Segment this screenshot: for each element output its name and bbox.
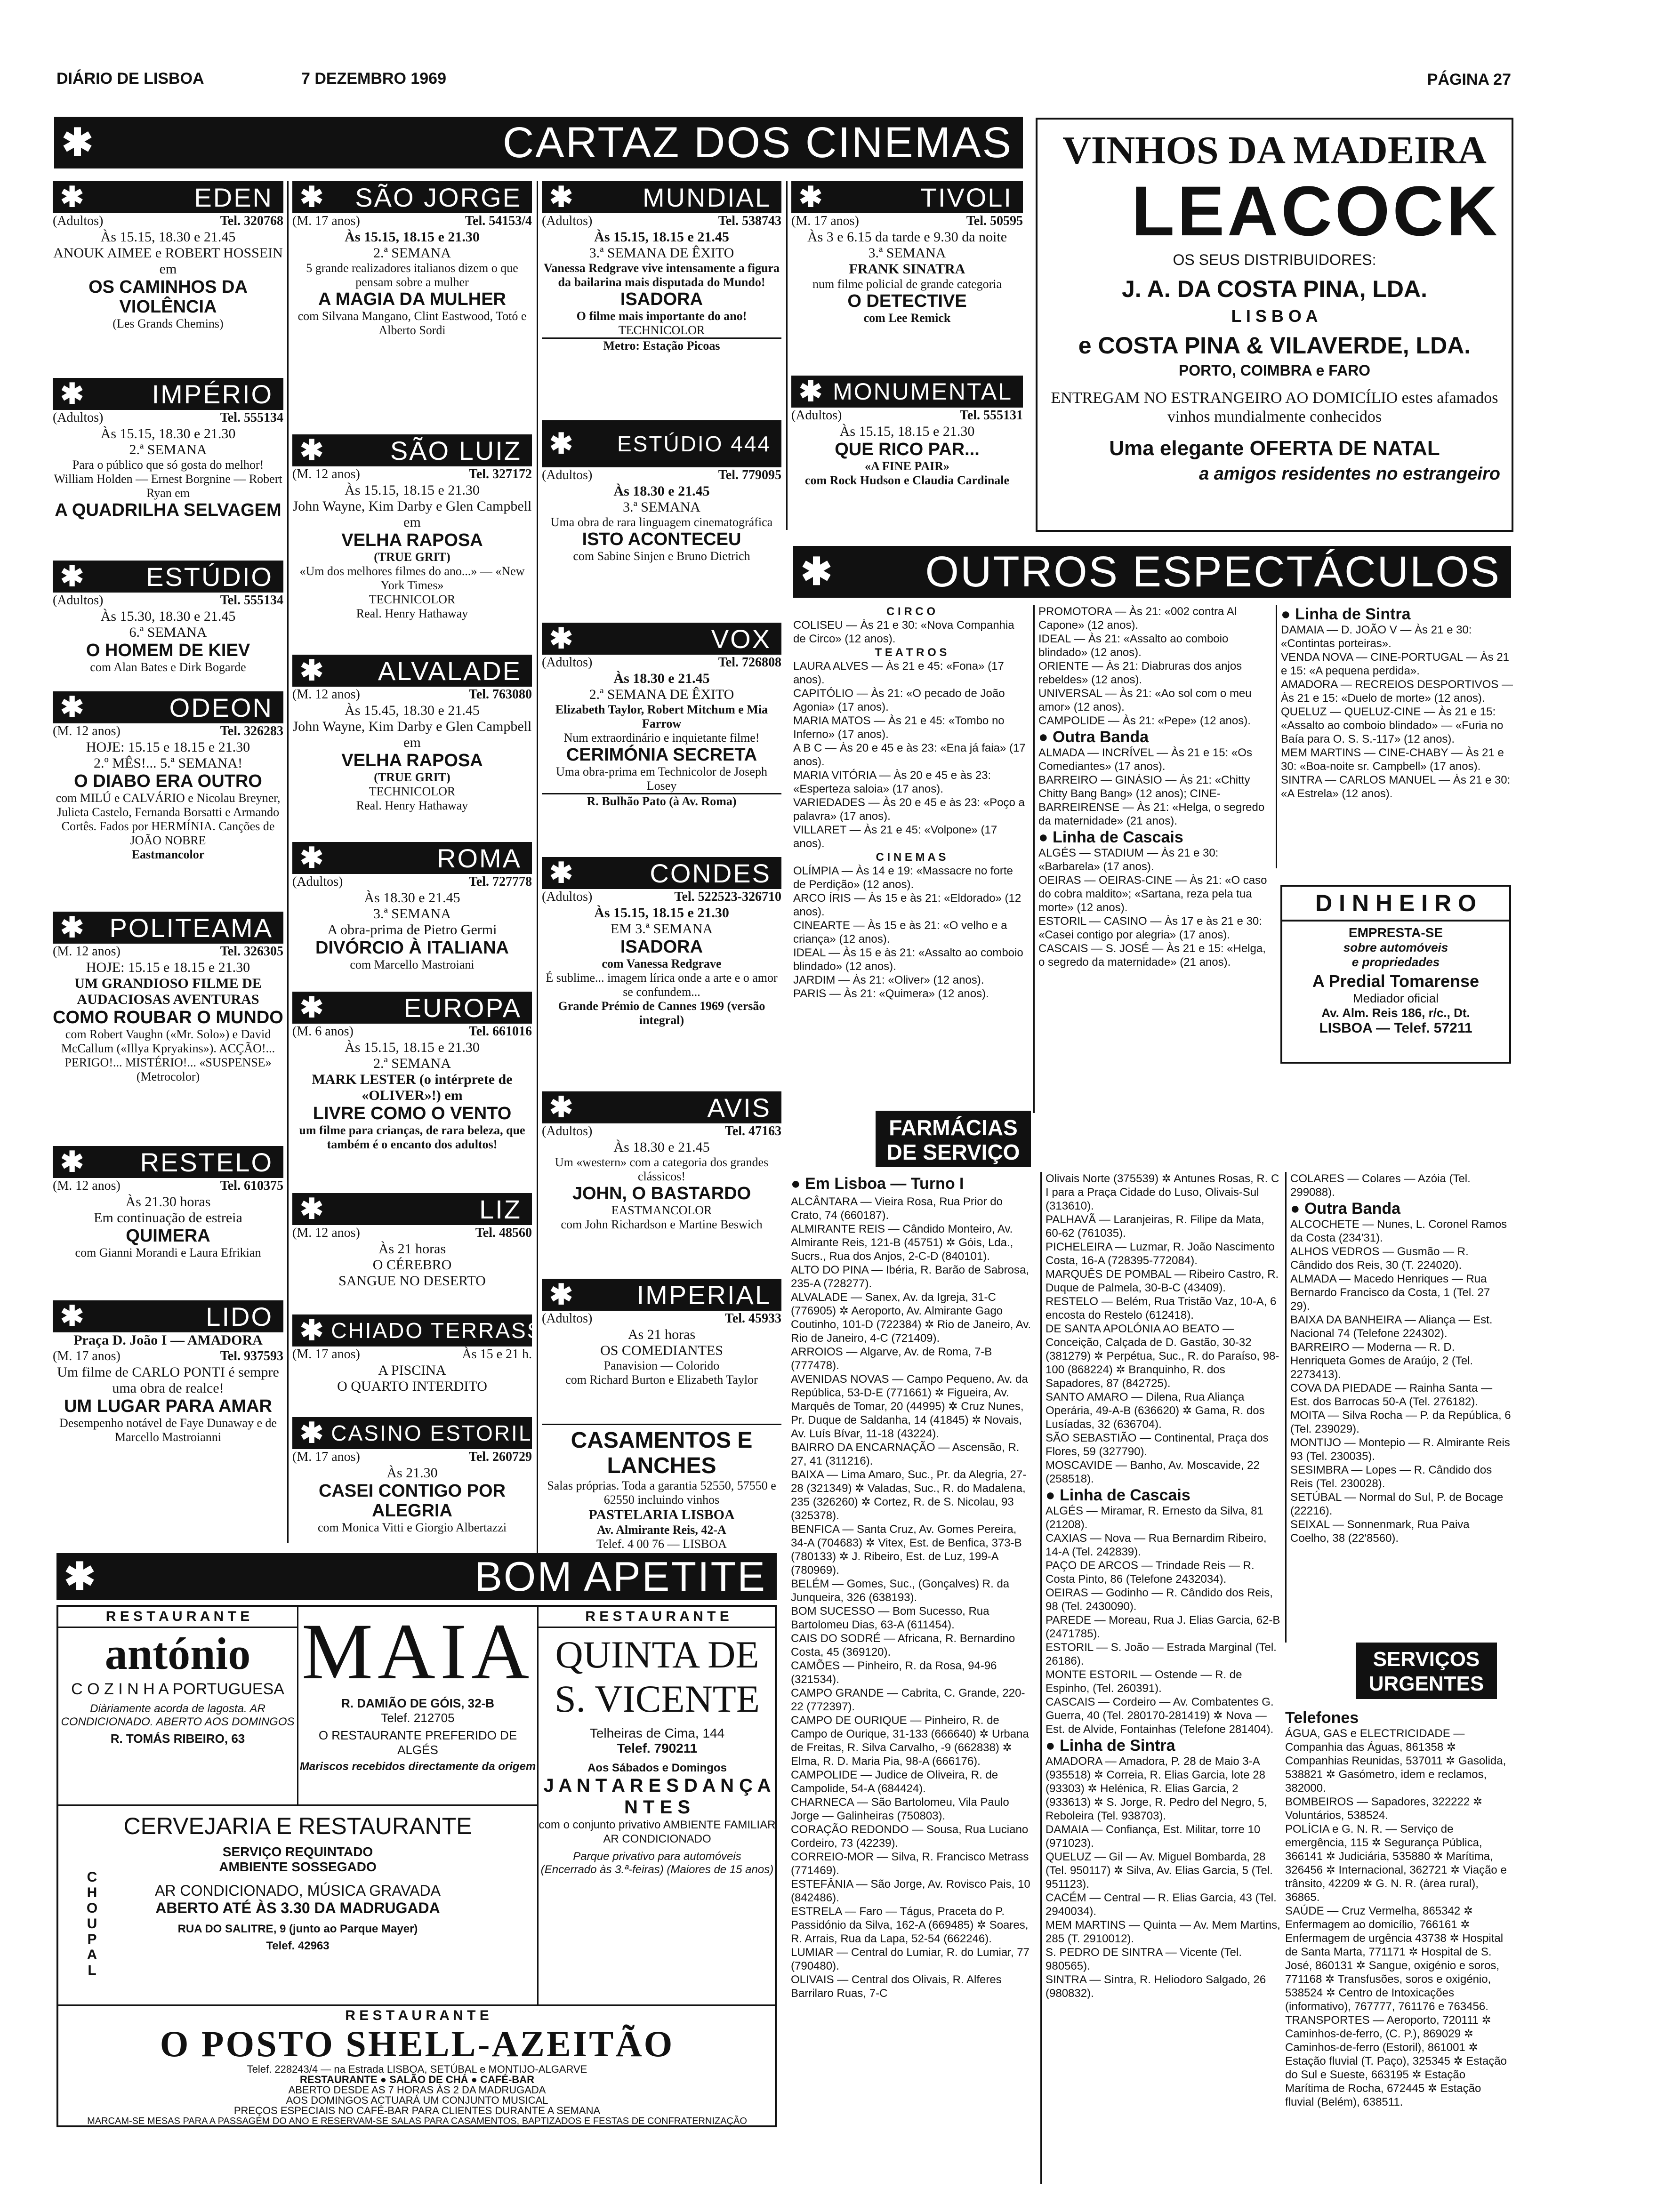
pharmacy-item: MONTE ESTORIL — Ostende — R. de Espinho, (Tel. 260391).: [1046, 1668, 1242, 1695]
casamentos-ad: CASAMENTOS E LANCHES Salas próprias. Toda a garantia 52550, 57550 e 62550 incluindo vinhos PASTELARIA LISBOA Av. Almirante Reis, 42-A Telef. 4 00 76 — LISBOA: [542, 1424, 781, 1583]
pharmacy-item: BAIRRO DA ENCARNAÇÃO — Ascensão, R. 27, 41 (311216).: [791, 1441, 1020, 1467]
outros-column-c: [1276, 605, 1513, 868]
pharmacy-item: RESTELO — Belém, Rua Tristão Vaz, 10-A, 6 encosta do Restelo (612418).: [1046, 1295, 1277, 1322]
pharmacy-item: BARREIRO — Moderna — R. D. Henriqueta Gomes de Araújo, 2 (Tel. 2273413).: [1290, 1341, 1473, 1381]
restaurant-text: (Encerrado às 3.ª-feiras) (Maiores de 15 anos): [540, 1863, 774, 1876]
cinema-item: ALMADA — INCRÍVEL — Às 21 e 15: «Os Comediantes» (17 anos).: [1038, 746, 1252, 773]
pharmacy-item: CORREIO-MOR — Silva, R. Francisco Metrass (771469).: [791, 1851, 1029, 1877]
farmacias-column-1: [791, 1172, 1036, 2207]
pharmacy-item: MOSCAVIDE — Banho, Av. Moscavide, 22 (258518).: [1046, 1459, 1260, 1485]
cinema-item: DAMAIA — D. JOÃO V — Às 21 e 30: «Contintas porteiras».: [1281, 624, 1472, 650]
service-item: SAÚDE — Cruz Vermelha, 865342 ✲ Enfermagem ao domicílio, 766161 ✲ Enfermagem de urgência 43738 ✲ Hospital de Santa Marta, 771171 ✲ Hospital de S. José, 860131 ✲ Sangue, oxigénio e soros, 771168 ✲ Transfusões, soros e oxigénio, 538524 ✲ Centro de Intoxicações (informativo), 767777, 761176 e 763456.: [1285, 1905, 1504, 2013]
pharmacy-item: SEIXAL — Sonnenmark, Rua Paiva Coelho, 38 (22'8560).: [1290, 1518, 1470, 1545]
cinema-header-politeama: ✱ POLITEAMA: [53, 912, 283, 944]
restaurant-address: R. TOMÁS RIBEIRO, 63: [110, 1731, 245, 1746]
teatro-item: A B C — Às 20 e 45 e às 23: «Ena já faia» (17 anos).: [793, 742, 1026, 768]
restaurant-text: RESTAURANTE ● SALÃO DE CHÁ ● CAFÉ-BAR: [300, 2074, 534, 2085]
dinheiro-line: Av. Alm. Reis 186, r/c., Dt.: [1321, 1006, 1470, 1020]
leacock-sub: OS SEUS DISTRIBUIDORES:: [1173, 251, 1376, 268]
cinema-column-2: [287, 181, 559, 1543]
cinema-item: BARREIRO — GINÁSIO — Às 21: «Chitty Chitty Bang Bang» (12 anos); CINE-BARREIRENSE — Às 21: «Helga, o segredo da maternidade» (21 anos).: [1038, 774, 1265, 827]
restaurant-label: R E S T A U R A N T E: [345, 2008, 489, 2023]
restaurant-shell: [58, 2004, 776, 2126]
listing-mundial: (Adultos) Tel. 538743 Às 15.15, 18.15 e 21.45 3.ª SEMANA DE ÊXITO Vanessa Redgrave vive intensamente a figura da bailarina mais disputada do Mundo! ISADORA O filme mais importante do ano! TECHNICOLOR Metro: Estação Picoas: [542, 214, 781, 353]
pharmacy-item: BENFICA — Santa Cruz, Av. Gomes Pereira, 34-A (704683) ✲ Vitex, Est. de Benfica, 373-B (780133) ✲ J. Ribeiro, Est. de Luz, 199-A (780969).: [791, 1523, 1022, 1577]
newspaper-date: 7 DEZEMBRO 1969: [301, 70, 446, 88]
restaurant-text: MARCAM-SE MESAS PARA A PASSAGEM DO ANO E RESERVAM-SE SALAS PARA CASAMENTOS, BAPTIZADOS E FESTAS DE CONFRATERNIZAÇÃO: [87, 2116, 747, 2126]
cinema-header-casino-estoril: ✱ CASINO ESTORIL: [292, 1417, 532, 1449]
restaurant-phone: Telef. 790211: [617, 1741, 698, 1755]
pharmacy-item: SINTRA — Sintra, R. Heliodoro Salgado, 26 (980832).: [1046, 1973, 1266, 2000]
restaurant-text: AOS DOMINGOS ACTUARÁ UM CONJUNTO MUSICAL: [286, 2094, 548, 2106]
cinema-header-tivoli: ✱ TIVOLI: [791, 181, 1023, 213]
pharmacy-item: DE SANTA APOLÓNIA AO BEATO — Conceição, Calçada de D. Gastão, 30-32 (381279) ✲ Perpétua, Suc., R. do Paraíso, 98-100 (868224) ✲ Branquinho, R. dos Sapadores, 87 (842725).: [1046, 1322, 1279, 1390]
pharmacy-item: PALHAVÃ — Laranjeiras, R. Filipe da Mata, 60-62 (761035).: [1046, 1213, 1264, 1240]
leacock-ad: [1036, 118, 1513, 532]
dinheiro-line: Mediador oficial: [1352, 991, 1439, 1005]
listing-lido: Praça D. João I — AMADORA (M. 17 anos) Tel. 937593 Um filme de CARLO PONTI é sempre uma obra de realce! UM LUGAR PARA AMAR Desempenho notável de Faye Dunaway e de Marcello Mastroianni: [53, 1332, 283, 1444]
cinema-item: UNIVERSAL — Às 21: «Ao sol com o meu amor» (12 anos).: [1038, 687, 1252, 713]
pharmacy-item: CAIS DO SODRÉ — Africana, R. Bernardino Costa, 45 (369120).: [791, 1632, 1015, 1659]
listing-liz: (M. 12 anos) Tel. 48560 Às 21 horas O CÉREBRO SANGUE NO DESERTO: [292, 1226, 532, 1289]
pharmacy-item: ALTO DO PINA — Ibéria, R. Barão de Sabrosa, 235-A (728277).: [791, 1264, 1030, 1290]
listing-monumental: (Adultos) Tel. 555131 Às 15.15, 18.15 e 21.30 QUE RICO PAR... «A FINE PAIR» com Rock Hudson e Claudia Cardinale: [791, 408, 1023, 487]
restaurant-address: R. DAMIÃO DE GÓIS, 32-B: [341, 1696, 495, 1710]
dinheiro-line: sobre automóveis: [1343, 940, 1448, 954]
cinema-item: IDEAL — Às 21: «Assalto ao comboio blindado» (12 anos).: [1038, 633, 1229, 659]
listing-imperio: (Adultos) Tel. 555134 Às 15.15, 18.30 e 21.30 2.ª SEMANA Para o público que só gosta do melhor! William Holden — Ernest Borgnine — Robert Ryan em A QUADRILHA SELVAGEM: [53, 410, 283, 520]
linha-cascais-heading: ● Linha de Cascais: [1038, 828, 1183, 846]
teatro-item: VILLARET — Às 21 e 45: «Volpone» (17 anos).: [793, 824, 997, 850]
pharmacy-item: Olivais Norte (375539) ✲ Antunes Rosas, R. C I para a Praça Cidade do Luso, Olivais-Sul (313610).: [1046, 1172, 1279, 1212]
pharmacy-item: MOITA — Silva Rocha — P. da República, 6 (Tel. 239029).: [1290, 1409, 1511, 1435]
listing-roma: (Adultos) Tel. 727778 Às 18.30 e 21.45 3.ª SEMANA A obra-prima de Pietro Germi DIVÓRCIO À ITALIANA com Marcello Mastroiani: [292, 874, 532, 971]
cinema-item: ORIENTE — Às 21: Diabruras dos anjos rebeldes» (12 anos).: [1038, 660, 1242, 686]
pharmacy-item: BOM SUCESSO — Bom Sucesso, Rua Bartolomeu Dias, 63-A (611454).: [791, 1605, 989, 1631]
cinema-item: ESTORIL — CASINO — Às 17 e às 21 e 30: «Casei contigo por alegria» (17 anos).: [1038, 915, 1262, 941]
farmacias-list-1: [791, 1195, 1036, 2207]
restaurant-phone: Telef. 42963: [266, 1940, 330, 1952]
cinema-header-alvalade: ✱ ALVALADE: [292, 655, 532, 687]
restaurant-address: RUA DO SALITRE, 9 (junto ao Parque Mayer): [177, 1923, 418, 1935]
pharmacy-item: CAMPO GRANDE — Cabrita, C. Grande, 220-22 (772397).: [791, 1687, 1025, 1713]
pharmacy-item: CAMPOLIDE — Judice de Oliveira, R. de Campolide, 54-A (684424).: [791, 1769, 998, 1795]
restaurant-quinta: [539, 1607, 776, 2004]
service-item: BOMBEIROS — Sapadores, 322222 ✲ Voluntários, 538524.: [1285, 1795, 1482, 1822]
cinema-header-vox: ✱ VOX: [542, 623, 781, 655]
pharmacy-item: ALGÉS — Miramar, R. Ernesto da Silva, 81 (21208).: [1046, 1505, 1263, 1531]
bom-apetite-title: BOM APETITE: [475, 1553, 766, 1600]
restaurant-maia: [298, 1607, 539, 1804]
pharmacy-item: AVENIDAS NOVAS — Campo Pequeno, Av. da República, 53-D-E (771661) ✲ Figueira, Av. Marquês de Tomar, 20 (44995) ✲ Cruz Nunes, Pr. Duque de Saldanha, 14 (41845) ✲ Novais, Av. Luís Bívar, 11-18 (43224).: [791, 1373, 1028, 1440]
pharmacy-item: ALCOCHETE — Nunes, L. Coronel Ramos da Costa (234'31).: [1290, 1218, 1507, 1244]
restaurant-text: O RESTAURANTE PREFERIDO DE ALGÉS: [318, 1728, 517, 1757]
cinema-header-condes: ✱ CONDES: [542, 857, 781, 889]
restaurant-cervejaria: [58, 1804, 539, 2004]
restaurant-text: Telef. 228243/4 — na Estrada LISBOA, SETÚBAL e MONTIJO-ALGARVE: [247, 2063, 587, 2075]
restaurant-label: R E S T A U R A N T E: [539, 1607, 776, 1628]
asterisk-icon: ✱: [801, 551, 833, 593]
outros-banner: [793, 546, 1511, 598]
leacock-offer: Uma elegante OFERTA DE NATAL: [1109, 437, 1440, 460]
pharmacy-item: BAIXA — Lima Amaro, Suc., Pr. da Alegria, 27-28 (321349) ✲ Valadas, Suc., R. do Madalena, 235 (326260) ✲ Cortez, R. de S. Nicolau, 93 (325378).: [791, 1468, 1027, 1522]
restaurant-text: Diàriamente acorda de lagosta. AR CONDICIONADO. ABERTO AOS DOMINGOS: [61, 1702, 295, 1728]
pharmacy-item: AMADORA — Amadora, P. 28 de Maio 3-A (935518) ✲ Correia, R. Elias Garcia, lote 28 (93303) ✲ Helénica, R. Elias Garcia, 2 (933613) ✲ S. Jorge, R. Pedro del Negro, 5, Reboleira (Tel. 938703).: [1046, 1755, 1268, 1822]
restaurant-label: R E S T A U R A N T E: [58, 1607, 297, 1628]
restaurant-text: com o conjunto privativo AMBIENTE FAMILIAR AR CONDICIONADO: [539, 1819, 776, 1845]
cinema-item: CAMPOLIDE — Às 21: «Pepe» (12 anos).: [1038, 714, 1251, 727]
farmacias-title: FARMÁCIAS DE SERVIÇO: [876, 1111, 1031, 1167]
cinema-item: JARDIM — Às 21: «Oliver» (12 anos).: [793, 974, 984, 986]
pharmacy-item: PAÇO DE ARCOS — Trindade Reis — R. Costa Pinto, 86 (Telefone 2432034).: [1046, 1559, 1255, 1586]
pharmacy-item: ESTRELA — Faro — Tágus, Praceta do P. Passidónio da Silva, 162-A (669485) ✲ Soares, R. Arrais, Rua da Lapa, 52-54 (662246).: [791, 1905, 1029, 1945]
pharmacy-item: OLIVAIS — Central dos Olivais, R. Alferes Barrilaro Ruas, 7-C: [791, 1973, 1002, 2000]
pharmacy-item: QUELUZ — Gil — Av. Miguel Bombarda, 28 (Tel. 950117) ✲ Silva, Av. Elias Garcia, 5 (Tel. 951123).: [1046, 1851, 1273, 1891]
pharmacy-item: S. PEDRO DE SINTRA — Vicente (Tel. 980565).: [1046, 1946, 1242, 1972]
restaurant-text: AMBIENTE SOSSEGADO: [219, 1859, 377, 1874]
servicos-list: [1285, 1708, 1511, 2184]
linha-sintra-heading: ● Linha de Sintra: [1281, 605, 1411, 623]
farmacias-column-3: [1285, 1172, 1511, 1643]
listing-eden: (Adultos) Tel. 320768 Às 15.15, 18.30 e 21.45 ANOUK AIMEE e ROBERT HOSSEIN em OS CAMINHOS DA VIOLÊNCIA (Les Grands Chemins): [53, 214, 283, 330]
listing-chiado-terrasse: (M. 17 anos) Às 15 e 21 h. A PISCINA O QUARTO INTERDITO: [292, 1347, 532, 1394]
cinema-header-imperio: ✱ IMPÉRIO: [53, 378, 283, 410]
cinema-header-sao-jorge: ✱ SÃO JORGE: [292, 181, 532, 213]
cinema-header-restelo: ✱ RESTELO: [53, 1146, 283, 1178]
cinema-header-estudio: ✱ ESTÚDIO: [53, 561, 283, 593]
pharmacy-item: PAREDE — Moreau, Rua J. Elias Garcia, 62-B (2471785).: [1046, 1614, 1280, 1640]
listing-estudio-444: (Adultos) Tel. 779095 Às 18.30 e 21.45 3.ª SEMANA Uma obra de rara linguagem cinematográfica ISTO ACONTECEU com Sabine Sinjen e Bruno Dietrich: [542, 468, 781, 563]
cinema-item: PARIS — Às 21: «Quimera» (12 anos).: [793, 987, 989, 1000]
listing-restelo: (M. 12 anos) Tel. 610375 Às 21.30 horas Em continuação de estreia QUIMERA com Gianni Morandi e Laura Efrikian: [53, 1178, 283, 1259]
pharmacy-item: ALCÂNTARA — Vieira Rosa, Rua Prior do Crato, 74 (660187).: [791, 1195, 1003, 1222]
service-item: ÁGUA, GAS e ELECTRICIDADE — Companhia das Águas, 861358 ✲ Companhias Reunidas, 537011 ✲ Gasolida, 538821 ✲ Gasómetro, idem e reclamos, 382000.: [1285, 1727, 1506, 1795]
pharmacy-item: MONTIJO — Montepio — R. Almirante Reis 93 (Tel. 230035).: [1290, 1436, 1510, 1463]
teatro-item: MARIA MATOS — Às 21 e 45: «Tombo no Inferno» (17 anos).: [793, 714, 1005, 741]
restaurant-name: O POSTO SHELL-AZEITÃO: [160, 2023, 675, 2064]
cinema-item: OLÍMPIA — Às 14 e 19: «Massacre no forte de Perdição» (12 anos).: [793, 865, 1013, 891]
outros-column-b: [1033, 605, 1271, 1113]
leacock-distributor-2: e COSTA PINA & VILAVERDE, LDA.: [1078, 332, 1471, 359]
cinema-header-europa: ✱ EUROPA: [292, 992, 532, 1024]
cinema-header-roma: ✱ ROMA: [292, 842, 532, 874]
cinema-header-liz: ✱ LIZ: [292, 1193, 532, 1225]
pharmacy-item: SANTO AMARO — Dilena, Rua Aliança Operária, 49-A-B (636620) ✲ Gama, R. dos Lusíadas, 32 (636704).: [1046, 1391, 1265, 1431]
restaurant-antonio: [58, 1607, 298, 1804]
pharmacy-item: COVA DA PIEDADE — Rainha Santa — Est. dos Barrocas 50-A (Tel. 276182).: [1290, 1382, 1493, 1408]
cinemas-heading: C I N E M A S: [876, 851, 946, 864]
teatros-heading: T E A T R O S: [875, 646, 947, 659]
pharmacy-region-heading: ● Linha de Sintra: [1046, 1737, 1175, 1755]
cinema-header-imperial: ✱ IMPERIAL: [542, 1279, 781, 1311]
pharmacy-item: OEIRAS — Godinho — R. Cândido dos Reis, 98 (Tel. 2430090).: [1046, 1587, 1273, 1613]
service-item: POLÍCIA e G. N. R. — Serviço de emergência, 115 ✲ Segurança Pública, 366141 ✲ Judiciária, 535880 ✲ Marítima, 326456 ✲ Internacional, 362721 ✲ Viação e trânsito, 42209 ✲ G. N. R. (área rural), 36865.: [1285, 1823, 1507, 1904]
servicos-title: SERVIÇOS URGENTES: [1356, 1643, 1497, 1699]
pharmacy-item: SÃO SEBASTIÃO — Continental, Praça dos Flores, 59 (327790).: [1046, 1432, 1269, 1458]
pharmacy-item: MARQUÊS DE POMBAL — Ribeiro Castro, R. Duque de Palmela, 30-B-C (43409).: [1046, 1268, 1279, 1294]
newspaper-name: DIÁRIO DE LISBOA: [56, 70, 204, 88]
circo-item: COLISEU — Às 21 e 30: «Nova Companhia de Circo» (12 anos).: [793, 619, 1014, 645]
leacock-cities-2: PORTO, COIMBRA e FARO: [1178, 362, 1371, 379]
listing-sao-luiz: (M. 12 anos) Tel. 327172 Às 15.15, 18.15 e 21.30 John Wayne, Kim Darby e Glen Campbell em VELHA RAPOSA (TRUE GRIT) «Um dos melhores filmes do ano...» — «New York Times» TECHNICOLOR Real. Henry Hathaway: [292, 467, 532, 620]
pharmacy-item: CAXIAS — Nova — Rua Bernardim Ribeiro, 14-A (Tel. 242839).: [1046, 1532, 1267, 1558]
leacock-city: L I S B O A: [1231, 306, 1318, 326]
restaurant-text: J A N T A R E S D A N Ç A N T E S: [543, 1775, 771, 1818]
leacock-title: VINHOS DA MADEIRA: [1062, 128, 1487, 172]
listing-vox: (Adultos) Tel. 726808 Às 18.30 e 21.45 2.ª SEMANA DE ÊXITO Elizabeth Taylor, Robert Mitchum e Mia Farrow Num extraordinário e inquietante filme! CERIMÓNIA SECRETA Uma obra-prima em Technicolor de Joseph Losey R. Bulhão Pato (à Av. Roma): [542, 655, 781, 808]
restaurant-text: SERVIÇO REQUINTADO: [222, 1844, 373, 1859]
pharmacy-item: DAMAIA — Confiança, Est. Militar, torre 10 (971023).: [1046, 1823, 1261, 1850]
cinema-item: AMADORA — RECREIOS DESPORTIVOS — Às 21 e 15: «Duelo de morte» (12 anos).: [1281, 678, 1513, 705]
restaurant-name: CERVEJARIA E RESTAURANTE: [123, 1813, 472, 1839]
teatro-item: LAURA ALVES — Às 21 e 45: «Fona» (17 anos).: [793, 660, 1004, 686]
outra-banda-heading: ● Outra Banda: [1038, 728, 1149, 746]
cinema-item: OEIRAS — OEIRAS-CINE — Às 21: «O caso do cobra maldito»; «Sartana, reza pela tua morte» (12 anos).: [1038, 874, 1267, 914]
listing-casino-estoril: (M. 17 anos) Tel. 260729 Às 21.30 CASEI CONTIGO POR ALEGRIA com Monica Vitti e Giorgio Albertazzi: [292, 1450, 532, 1534]
pharmacy-item: ALHOS VEDROS — Gusmão — R. Cândido dos Reis, 30 (T. 224020).: [1290, 1245, 1469, 1272]
leacock-text: ENTREGAM NO ESTRANGEIRO AO DOMICÍLIO estes afamados vinhos mundialmente conhecidos: [1051, 389, 1498, 425]
cinema-item: ALGÉS — STADIUM — Às 21 e 30: «Barbarela» (17 anos).: [1038, 847, 1219, 873]
pharmacy-item: LUMIAR — Central do Lumiar, R. do Lumiar, 77 (790480).: [791, 1946, 1030, 1972]
restaurant-text: Mariscos recebidos directamente da origem: [299, 1760, 536, 1773]
pharmacy-item: ARROIOS — Algarve, Av. de Roma, 7-B (777478).: [791, 1346, 992, 1372]
leacock-offer-2: a amigos residentes no estrangeiro: [1199, 464, 1500, 484]
choupal-side-text: CHOUPAL: [84, 1869, 100, 1978]
cinema-item: MEM MARTINS — CINE-CHABY — Às 21 e 30: «Boa-noite sr. Campbell» (17 anos).: [1281, 746, 1504, 773]
cinema-column-4: [786, 181, 1023, 530]
cinema-header-sao-luiz: ✱ SÃO LUIZ: [292, 434, 532, 466]
cinema-header-mundial: ✱ MUNDIAL: [542, 181, 781, 213]
pharmacy-item: SESIMBRA — Lopes — R. Cândido dos Reis (Tel. 230028).: [1290, 1464, 1492, 1490]
asterisk-icon: ✱: [64, 1555, 96, 1597]
restaurant-text: Parque privativo para automóveis: [573, 1850, 741, 1863]
pharmacy-item: CACÉM — Central — R. Elias Garcia, 43 (Tel. 2940034).: [1046, 1891, 1277, 1918]
restaurants-panel: [56, 1605, 777, 2127]
cinema-item: CINEARTE — Às 15 e às 21: «O velho e a criança» (12 anos).: [793, 919, 1007, 946]
pharmacy-item: BAIXA DA BANHEIRA — Aliança — Est. Nacional 74 (Telefone 224302).: [1290, 1314, 1493, 1340]
turno-heading: ● Em Lisboa — Turno I: [791, 1175, 964, 1193]
cinema-item: CASCAIS — S. JOSÉ — Às 21 e 15: «Helga, o segredo da maternidade» (21 anos).: [1038, 942, 1266, 969]
leacock-brand: LEACOCK: [1131, 171, 1500, 250]
dinheiro-line: e propriedades: [1351, 955, 1440, 969]
cartaz-banner: [54, 117, 1023, 168]
pharmacy-item: SETÚBAL — Normal do Sul, P. de Bocage (22216).: [1290, 1491, 1504, 1517]
listing-avis: (Adultos) Tel. 47163 Às 18.30 e 21.45 Um «western» com a categoria dos grandes clássicos! JOHN, O BASTARDO EASTMANCOLOR com John Richardson e Martine Beswich: [542, 1124, 781, 1231]
farmacias-column-2: [1040, 1172, 1280, 2184]
asterisk-icon: ✱: [62, 121, 94, 163]
restaurant-phone: Telef. 212705: [381, 1711, 455, 1725]
dinheiro-line: A Predial Tomarense: [1312, 971, 1480, 991]
page-number: PÁGINA 27: [1427, 71, 1511, 88]
cinema-column-1: [53, 181, 283, 1474]
cinema-header-estudio-444: ✱ ESTÚDIO 444: [542, 420, 781, 467]
cinema-header-monumental: ✱ MONUMENTAL: [791, 376, 1023, 408]
listing-imperial: (Adultos) Tel. 45933 As 21 horas OS COMEDIANTES Panavision — Colorido com Richard Burton e Elizabeth Taylor: [542, 1311, 781, 1387]
service-item: TRANSPORTES — Aeroporto, 720111 ✲ Caminhos-de-ferro, (C. P.), 869029 ✲ Caminhos-de-ferro (Estoril), 861001 ✲ Estação fluvial (T. Paço), 325345 ✲ Estação do Sul e Sueste, 663195 ✲ Estação Marítima de Rocha, 672445 ✲ Estação fluvial (Belém), 638511.: [1285, 2014, 1507, 2108]
pharmacy-item: ALVALADE — Sanex, Av. da Igreja, 31-C (776905) ✲ Aeroporto, Av. Almirante Gago Coutinho, 101-D (722384) ✲ Rio de Janeiro, Av. Rio de Janeiro, 4-C (721409).: [791, 1291, 1031, 1345]
cinema-item: PROMOTORA — Às 21: «002 contra Al Capone» (12 anos).: [1038, 605, 1237, 632]
pharmacy-item: CHARNECA — São Bartolomeu, Vila Paulo Jorge — Galinheiras (750803).: [791, 1796, 1009, 1822]
pharmacy-item: CAMÕES — Pinheiro, R. da Rosa, 94-96 (321534).: [791, 1659, 997, 1686]
pharmacy-item: ALMIRANTE REIS — Cândido Monteiro, Av. Almirante Reis, 121-B (45751) ✲ Góis, Lda., Sucrs., Rua dos Anjos, 2-C-D (840101).: [791, 1223, 1014, 1263]
cinema-item: IDEAL — Às 15 e às 21: «Assalto ao comboio blindado» (12 anos).: [793, 946, 1023, 973]
listing-sao-jorge: (M. 17 anos) Tel. 54153/4 Às 15.15, 18.15 e 21.30 2.ª SEMANA 5 grande realizadores italianos dizem o que pensam sobre a mulher A MAGIA DA MULHER com Silvana Mangano, Clint Eastwood, Totó e Alberto Sordi: [292, 214, 532, 337]
cinema-header-chiado-terrasse: ✱ CHIADO TERRASSE: [292, 1314, 532, 1346]
cinema-item: VENDA NOVA — CINE-PORTUGAL — Às 21 e 15: «A pequena perdida».: [1281, 651, 1510, 677]
cinema-header-eden: ✱ EDEN: [53, 181, 283, 213]
restaurant-name: QUINTA DE S. VICENTE: [555, 1633, 760, 1720]
restaurant-text: ABERTO ATÉ ÀS 3.30 DA MADRUGADA: [155, 1899, 440, 1916]
restaurant-text: Aos Sábados e Domingos: [587, 1762, 727, 1774]
cinema-item: ARCO ÍRIS — Às 15 e às 21: «Eldorado» (12 anos).: [793, 892, 1022, 918]
outros-column-a: [793, 605, 1029, 1113]
teatro-item: MARIA VITÓRIA — Às 20 e 45 e às 23: «Esperteza saloia» (17 anos).: [793, 769, 991, 795]
dinheiro-title: D I N H E I R O: [1282, 887, 1509, 922]
outros-title: OUTROS ESPECTÁCULOS: [925, 547, 1501, 596]
circo-heading: C I R C O: [886, 605, 935, 618]
listing-odeon: (M. 12 anos) Tel. 326283 HOJE: 15.15 e 18.15 e 21.30 2.º MÊS!... 5.ª SEMANA! O DIABO ERA OUTRO com MILÚ e CALVÁRIO e Nicolau Breyner, Julieta Castelo, Fernanda Borsatti e Armando Cortês. Fados por HERMÍNIA. Canções de JOÃO NOBRE Eastmancolor: [53, 724, 283, 861]
restaurant-name: antónio: [105, 1628, 251, 1679]
cinema-header-lido: ✱ LIDO: [53, 1300, 283, 1332]
restaurant-name: MAIA: [301, 1607, 534, 1696]
listing-condes: (Adultos) Tel. 522523-326710 Às 15.15, 18.15 e 21.30 EM 3.ª SEMANA ISADORA com Vanessa Redgrave É sublime... imagem lírica onde a arte e o amor se confundem... Grande Prémio de Cannes 1969 (versão integral): [542, 890, 781, 1027]
cinema-item: QUELUZ — QUELUZ-CINE — Às 21 e 15: «Assalto ao comboio blindado» — «Furia no Baía para O. S. S.-117» (12 anos).: [1281, 705, 1504, 745]
bom-apetite-banner: [56, 1553, 777, 1600]
cinema-column-3: [537, 181, 781, 1583]
restaurant-address: Telheiras de Cima, 144: [589, 1726, 725, 1740]
pharmacy-item: CASCAIS — Cordeiro — Av. Combatentes G. Guerra, 40 (Tel. 280170-281419) ✲ Nova — Est. de Alvide, Fontainhas (Telefone 281404).: [1046, 1696, 1274, 1736]
leacock-distributor-1: J. A. DA COSTA PINA, LDA.: [1121, 276, 1428, 302]
dinheiro-line: LISBOA — Telef. 57211: [1319, 1020, 1472, 1036]
pharmacy-region-heading: ● Linha de Cascais: [1046, 1486, 1190, 1504]
pharmacy-region-heading: ● Outra Banda: [1290, 1200, 1401, 1218]
listing-politeama: (M. 12 anos) Tel. 326305 HOJE: 15.15 e 18.15 e 21.30 UM GRANDIOSO FILME DE AUDACIOSAS AVENTURAS COMO ROUBAR O MUNDO com Robert Vaughn («Mr. Solo») e David McCallum («Illya Kpryakins»). ACÇÃO!... PERIGO!... MISTÉRIO!... «SUSPENSE» (Metrocolor): [53, 944, 283, 1083]
pharmacy-item: ALMADA — Macedo Henriques — Rua Bernardo Francisco da Costa, 1 (Tel. 27 29).: [1290, 1273, 1490, 1313]
pharmacy-item: COLARES — Colares — Azóia (Tel. 299088).: [1290, 1172, 1471, 1199]
cinema-item: SINTRA — CARLOS MANUEL — Às 21 e 30: «A Estrela» (12 anos).: [1281, 774, 1511, 800]
telefones-heading: Telefones: [1285, 1709, 1359, 1727]
cinema-header-odeon: ✱ ODEON: [53, 691, 283, 723]
listing-alvalade: (M. 12 anos) Tel. 763080 Às 15.45, 18.30 e 21.45 John Wayne, Kim Darby e Glen Campbell em VELHA RAPOSA (TRUE GRIT) TECHNICOLOR Real. Henry Hathaway: [292, 687, 532, 812]
teatro-item: VARIEDADES — Às 20 e 45 e às 23: «Poço a palavra» (17 anos).: [793, 796, 1025, 823]
dinheiro-ad: [1280, 885, 1511, 1064]
pharmacy-item: ESTEFÂNIA — São Jorge, Av. Rovisco Pais, 10 (842486).: [791, 1878, 1030, 1904]
listing-europa: (M. 6 anos) Tel. 661016 Às 15.15, 18.15 e 21.30 2.ª SEMANA MARK LESTER (o intérprete de «OLIVER»!) em LIVRE COMO O VENTO um filme para crianças, de rara beleza, que também é o encanto dos adultos!: [292, 1024, 532, 1151]
pharmacy-item: CORAÇÃO REDONDO — Sousa, Rua Luciano Cordeiro, 73 (42239).: [791, 1823, 1029, 1850]
cartaz-title: CARTAZ DOS CINEMAS: [502, 118, 1013, 167]
listing-tivoli: (M. 17 anos) Tel. 50595 Às 3 e 6.15 da tarde e 9.30 da noite 3.ª SEMANA FRANK SINATRA num filme policial de grande categoria O DETECTIVE com Lee Remick: [791, 214, 1023, 325]
dinheiro-line: EMPRESTA-SE: [1348, 925, 1443, 940]
cinema-header-avis: ✱ AVIS: [542, 1091, 781, 1123]
teatro-item: CAPITÓLIO — Às 21: «O pecado de João Agonia» (17 anos).: [793, 687, 1005, 713]
pharmacy-item: CAMPO DE OURIQUE — Pinheiro, R. de Campo de Ourique, 31-133 (666640) ✲ Urbana de Freitas, R. Silva Carvalho, -9 (662838) ✲ Elma, R. D. Maria Pia, 98-A (666176).: [791, 1714, 1029, 1768]
listing-estudio: (Adultos) Tel. 555134 Às 15.30, 18.30 e 21.45 6.ª SEMANA O HOMEM DE KIEV com Alan Bates e Dirk Bogarde: [53, 593, 283, 674]
restaurant-sub: C O Z I N H A PORTUGUESA: [71, 1680, 284, 1698]
restaurant-text: PREÇOS ESPECIAIS NO CAFÉ-BAR PARA CLIENTES DURANTE A SEMANA: [233, 2105, 601, 2116]
pharmacy-item: MEM MARTINS — Quinta — Av. Mem Martins, 285 (T. 2910012).: [1046, 1919, 1280, 1945]
pharmacy-item: BELÉM — Gomes, Suc., (Gonçalves) R. da Junqueira, 326 (638193).: [791, 1578, 1010, 1604]
pharmacy-item: PICHELEIRA — Luzmar, R. João Nascimento Costa, 16-A (728395-772084).: [1046, 1241, 1275, 1267]
pharmacy-item: ESTORIL — S. João — Estrada Marginal (Tel. 26186).: [1046, 1641, 1277, 1667]
restaurant-text: AR CONDICIONADO, MÚSICA GRAVADA: [155, 1882, 441, 1899]
restaurant-text: ABERTO DESDE AS 7 HORAS ÀS 2 DA MADRUGADA: [288, 2084, 546, 2096]
